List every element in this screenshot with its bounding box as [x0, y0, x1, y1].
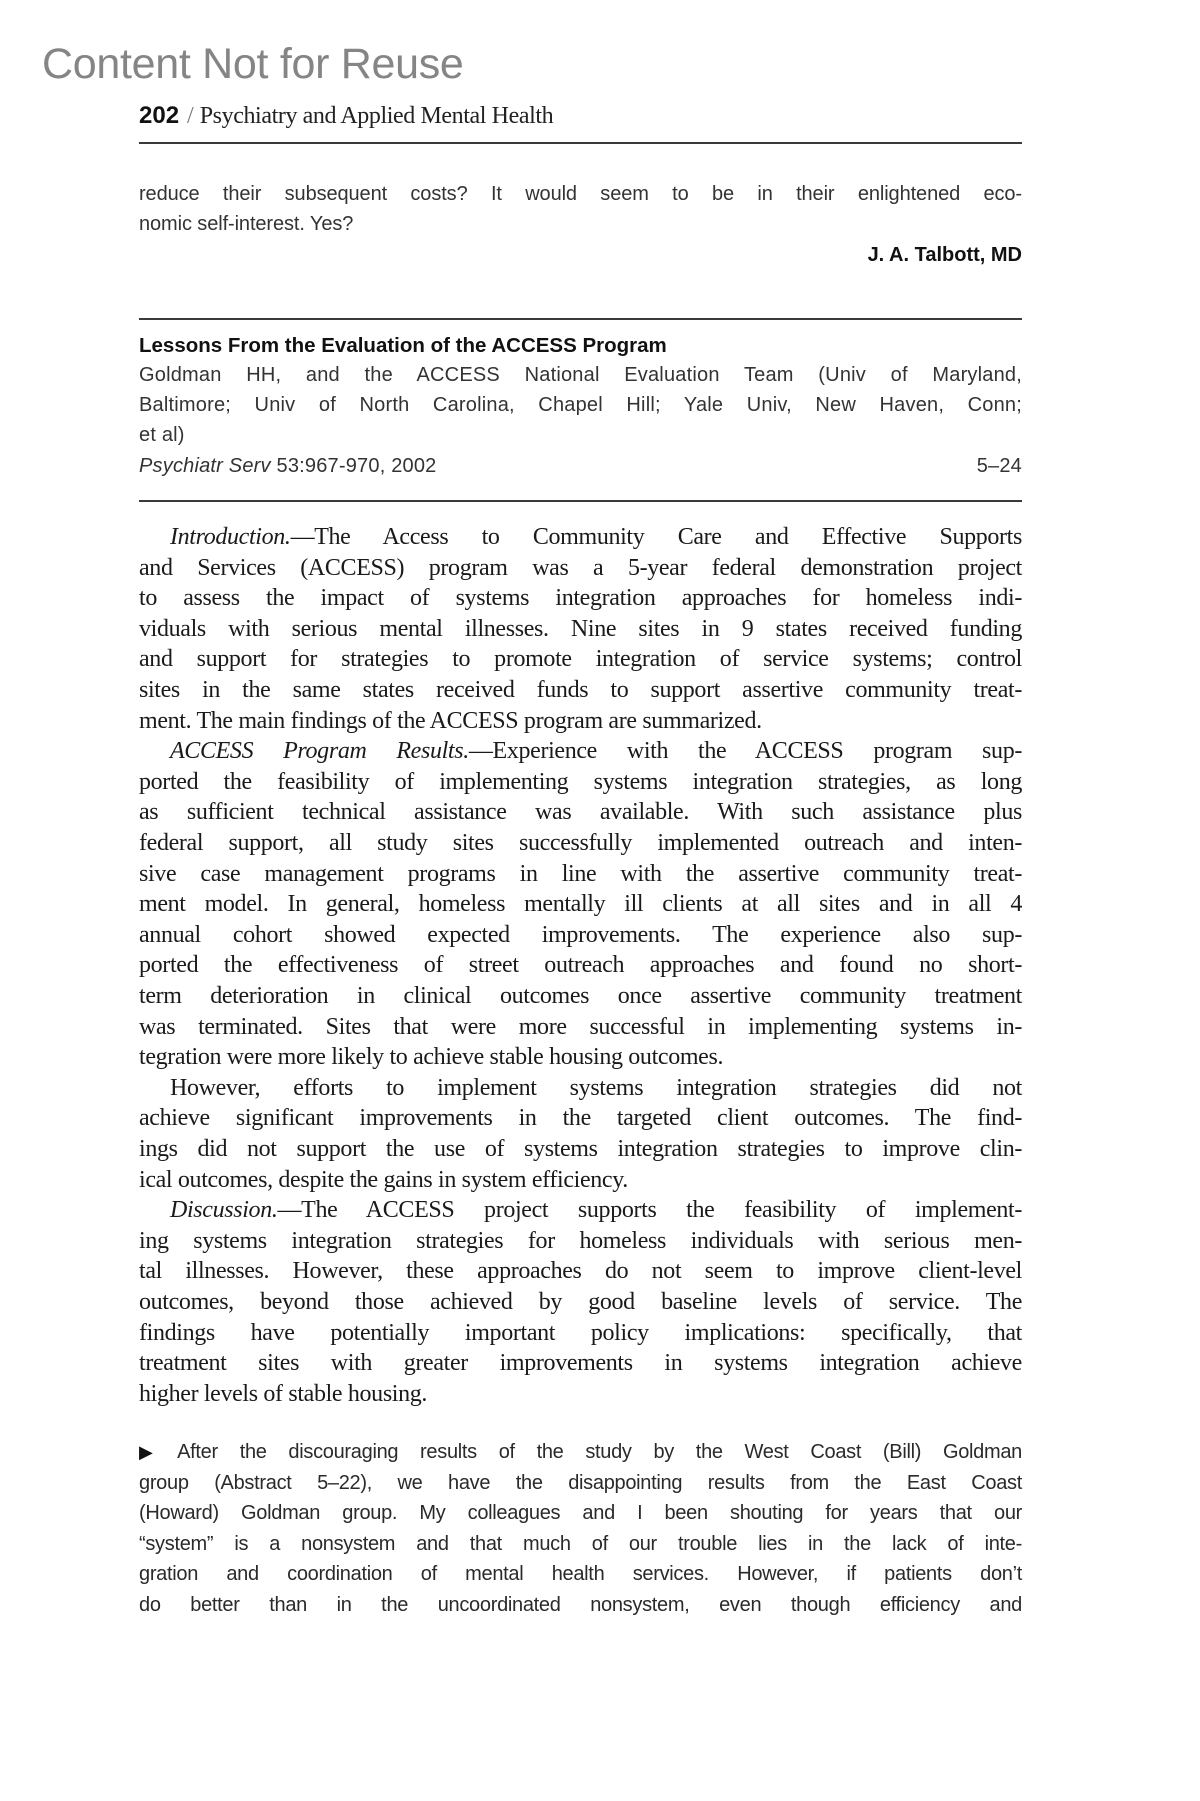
however-line: However, efforts to implement systems integration strategies did not [170, 1074, 1022, 1101]
running-head-separator: / [187, 103, 194, 129]
watermark: Content Not for Reuse [42, 40, 464, 88]
results-line: federal support, all study sites successfully implemented outreach and inten- [139, 830, 1022, 856]
discussion-line: outcomes, beyond those achieved by good baseline levels of service. The [139, 1289, 1022, 1315]
results-line: term deterioration in clinical outcomes once assertive community treatment [139, 983, 1022, 1009]
editor-comment-line: group (Abstract 5–22), we have the disappointing results from the East Coast [139, 1471, 1022, 1494]
results-line: ACCESS Program Results.—Experience with the ACCESS program sup- [170, 738, 1022, 765]
editor-comment-line: (Howard) Goldman group. My colleagues and I been shouting for years that our [139, 1502, 1022, 1525]
book-title: Psychiatry and Applied Mental Health [199, 103, 554, 129]
intro-line: and Services (ACCESS) program was a 5-year federal demonstration project [139, 554, 1022, 581]
page-number: 202 [139, 102, 180, 129]
abstract-bottom-rule [139, 500, 1022, 502]
editor-comment-line: ▶ After the discouraging results of the study by the West Coast (Bill) Goldman [139, 1441, 1023, 1463]
abstract-authors-line: Goldman HH, and the ACCESS National Evaluation Team (Univ of Maryland, [139, 364, 1022, 386]
editor-comment-line: gration and coordination of mental health services. However, if patients don’t [139, 1563, 1022, 1586]
intro-line: Introduction.—The Access to Community Care and Effective Supports [170, 524, 1022, 550]
discussion-line: ing systems integration strategies for homeless individuals with serious men- [139, 1227, 1022, 1254]
editor-comment-line: do better than in the uncoordinated nonsystem, even though efficiency and [139, 1594, 1022, 1616]
results-line: ported the feasibility of implementing systems integration strategies, as long [139, 768, 1022, 795]
results-heading: ACCESS Program Results. [170, 738, 469, 765]
results-line: ported the effectiveness of street outreach approaches and found no short- [139, 952, 1022, 979]
intro-line: to assess the impact of systems integration approaches for homeless indi- [139, 585, 1022, 612]
discussion-line: higher levels of stable housing. [139, 1380, 428, 1407]
discussion-line: treatment sites with greater improvements in systems integration achieve [139, 1350, 1022, 1377]
intro-line: viduals with serious mental illnesses. Nine sites in 9 states received funding [139, 615, 1022, 642]
intro-line: and support for strategies to promote integration of service systems; control [139, 646, 1022, 673]
prev-comment-line: reduce their subsequent costs? It would seem to be in their enlightened eco- [139, 183, 1022, 205]
discussion-line: Discussion.—The ACCESS project supports the feasibility of implement- [170, 1197, 1022, 1224]
abstract-authors-line: Baltimore; Univ of North Carolina, Chapel Hill; Yale Univ, New Haven, Conn; [139, 394, 1022, 416]
citation-details: 53:967-970, 2002 [270, 455, 437, 477]
header-rule [139, 142, 1022, 144]
results-line: was terminated. Sites that were more successful in implementing systems in- [139, 1013, 1022, 1040]
abstract-number: 5–24 [976, 455, 1022, 477]
abstract-authors-line: et al) [139, 424, 185, 446]
intro-line: sites in the same states received funds to support assertive community treat- [139, 677, 1022, 703]
however-line: ings did not support the use of systems integration strategies to improve clin- [139, 1136, 1022, 1162]
abstract-title: Lessons From the Evaluation of the ACCESS Program [139, 334, 667, 357]
journal-name: Psychiatr Serv [139, 455, 271, 477]
discussion-heading: Discussion. [170, 1197, 278, 1224]
results-line: as sufficient technical assistance was available. With such assistance plus [139, 799, 1022, 826]
abstract-top-rule [139, 318, 1022, 320]
results-line: annual cohort showed expected improvements. The experience also sup- [139, 921, 1022, 948]
results-line: sive case management programs in line with the assertive community treat- [139, 860, 1022, 887]
intro-heading: Introduction. [170, 524, 291, 550]
right-triangle-icon: ▶ [139, 1442, 170, 1462]
however-line: achieve significant improvements in the targeted client outcomes. The find- [139, 1105, 1022, 1132]
running-head [139, 102, 553, 130]
however-line: ical outcomes, despite the gains in system efficiency. [139, 1166, 628, 1193]
discussion-line: tal illnesses. However, these approaches do not seem to improve client-level [139, 1258, 1022, 1285]
editor-comment-line: “system” is a nonsystem and that much of our trouble lies in the lack of inte- [139, 1532, 1022, 1555]
comment-signature: J. A. Talbott, MD [867, 244, 1022, 266]
prev-comment-line: nomic self-interest. Yes? [139, 213, 354, 235]
abstract-citation [139, 455, 1022, 478]
discussion-line: findings have potentially important policy implications: specifically, that [139, 1319, 1022, 1346]
intro-line: ment. The main findings of the ACCESS program are summarized. [139, 707, 762, 734]
results-line: ment model. In general, homeless mentally ill clients at all sites and in all 4 [139, 891, 1022, 918]
results-line: tegration were more likely to achieve stable housing outcomes. [139, 1044, 724, 1071]
